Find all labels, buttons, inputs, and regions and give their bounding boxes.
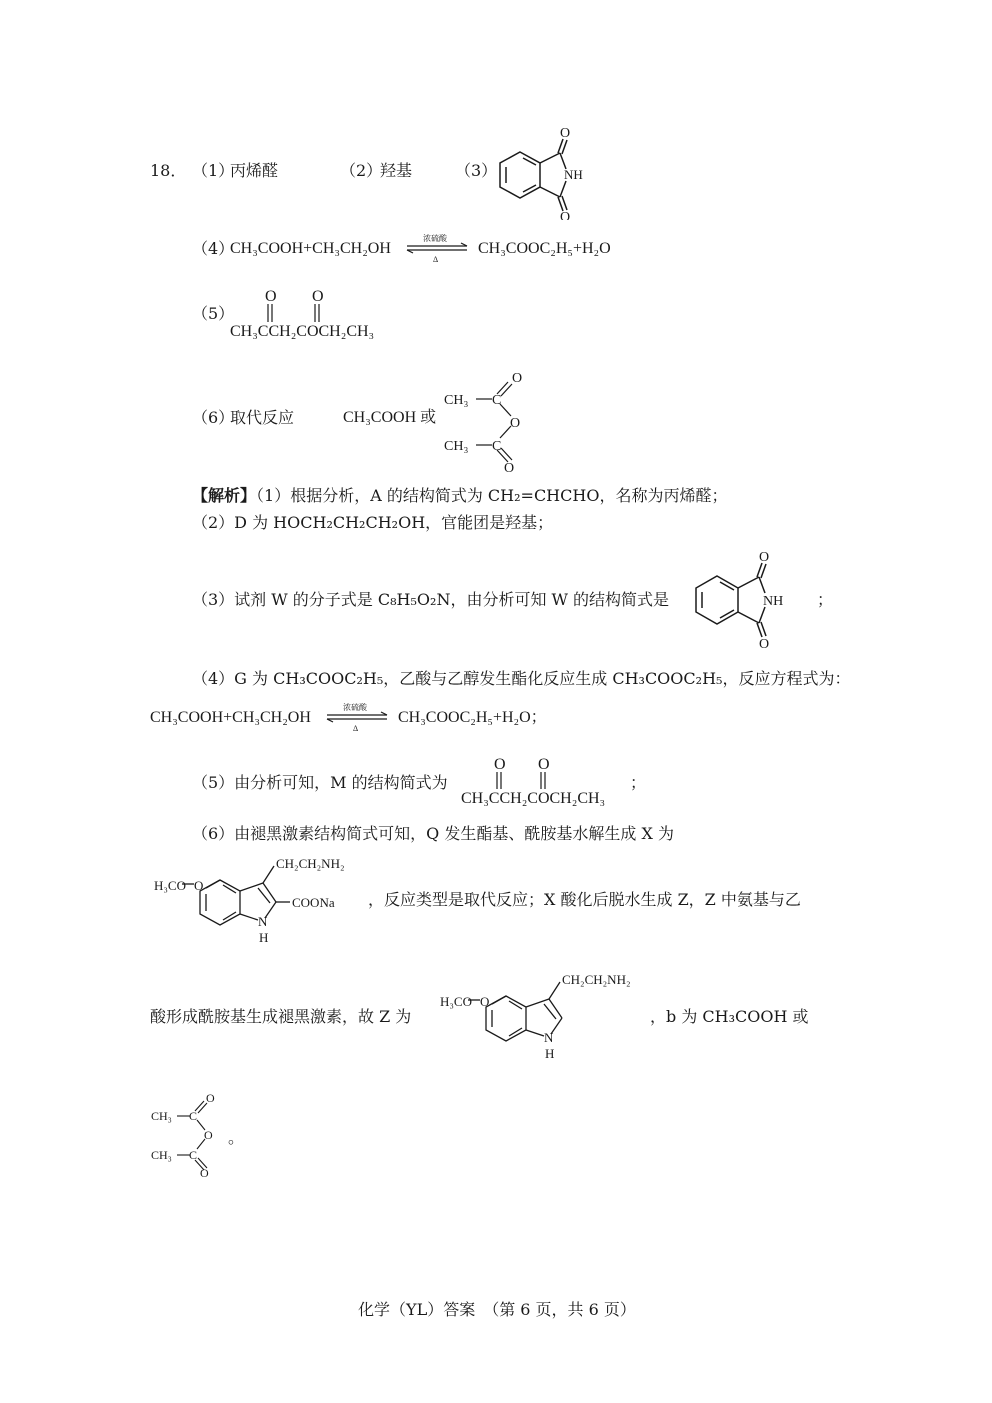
oxo-label: O	[200, 1166, 209, 1180]
oxo-label: O	[504, 461, 515, 476]
analysis-part-3-end: ；	[817, 590, 834, 609]
analysis-part-3: （3）试剂 W 的分子式是 C₈H₅O₂N，由分析可知 W 的结构简式是	[192, 590, 670, 609]
phthalimide-structure	[490, 125, 600, 220]
analysis-part-6d: ，b 为 CH₃COOH 或	[650, 1007, 809, 1026]
ketoester-structure	[228, 284, 418, 346]
bridge-oxygen-label: O	[204, 1128, 213, 1142]
analysis-section	[192, 488, 727, 504]
analysis-part-5: （5）由分析可知，M 的结构简式为	[192, 773, 448, 792]
indole-h-label: H	[545, 1046, 555, 1061]
equation-lhs: CH₃COOH+CH₃CH₂OH	[150, 709, 311, 726]
oxo-label: O	[206, 1091, 215, 1105]
question-number: 18．	[150, 161, 187, 180]
carbonyl-carbon-label: C	[492, 439, 502, 454]
analysis-part-6e: 。	[228, 1128, 245, 1147]
part-2-answer: 羟基	[380, 161, 413, 180]
carboxylate-label: COONa	[292, 895, 335, 910]
ketoester-formula: CH₃CCH₂COCH₂CH₃	[461, 790, 606, 807]
part-6-alternative: CH₃COOH 或	[343, 409, 437, 426]
ketoester-formula: CH₃CCH₂COCH₂CH₃	[230, 323, 375, 340]
oxo-label: O	[512, 371, 523, 386]
phthalimide-structure	[685, 548, 800, 648]
oxo-label: O	[560, 210, 571, 220]
oxo-label: O	[494, 756, 506, 773]
equation-rhs: CH₃COOC₂H₅+H₂O	[478, 240, 611, 257]
methoxy-label: H₃CO	[154, 878, 186, 893]
acetic-anhydride-structure	[150, 1090, 230, 1182]
heat-label: Δ	[353, 724, 359, 733]
oxo-label: O	[560, 126, 571, 141]
reversible-arrow	[325, 701, 389, 733]
bridge-oxygen-label: O	[510, 416, 521, 431]
oxo-label: O	[538, 756, 550, 773]
methyl-label: CH₃	[444, 439, 469, 454]
analysis-part-6: （6）由褪黑激素结构简式可知，Q 发生酯基、酰胺基水解生成 X 为	[192, 824, 674, 843]
catalyst-label: 浓硫酸	[423, 234, 447, 243]
analysis-part-6b: ，反应类型是取代反应；X 酸化后脱水生成 Z，Z 中氨基与乙	[368, 890, 801, 909]
carbonyl-carbon-label: C	[189, 1148, 198, 1162]
methyl-label: CH₃	[444, 393, 469, 408]
catalyst-label: 浓硫酸	[343, 703, 367, 712]
analysis-title: 【解析】	[192, 486, 257, 505]
analysis-part-5-end: ；	[630, 773, 647, 792]
equation-rhs: CH₃COOC₂H₅+H₂O；	[398, 709, 547, 726]
part-1-label: （1）	[192, 161, 235, 180]
part-3-label: （3）	[455, 161, 498, 180]
carbonyl-carbon-label: C	[189, 1109, 198, 1123]
part-5-label: （5）	[192, 304, 235, 323]
carbonyl-carbon-label: C	[492, 393, 502, 408]
ketoester-structure	[458, 752, 638, 812]
oxo-label: O	[312, 288, 324, 305]
aminoethyl-label: CH₂CH₂NH₂	[276, 856, 345, 871]
methyl-label: CH₃	[151, 1109, 172, 1123]
part-6-answer: 取代反应	[230, 408, 295, 427]
part-6-label: （6）	[192, 408, 235, 427]
indole-n-label: N	[544, 1030, 554, 1045]
part-2-label: （2）	[340, 161, 383, 180]
equation-lhs: CH₃COOH+CH₃CH₂OH	[230, 240, 391, 257]
bridge-oxygen-label: O	[480, 994, 490, 1009]
oxo-label: O	[759, 550, 770, 565]
indole-h-label: H	[259, 930, 269, 945]
page-footer: 化学（YL）答案 （第 6 页，共 6 页）	[358, 1300, 636, 1319]
reversible-arrow	[405, 232, 469, 264]
part-4-label: （4）	[192, 239, 235, 258]
methoxy-label: H₃CO	[440, 994, 472, 1009]
part-1-answer: 丙烯醛	[230, 161, 279, 180]
acetic-anhydride-structure	[442, 368, 532, 478]
methyl-label: CH₃	[151, 1148, 172, 1162]
methoxy-tryptamine-structure	[436, 966, 646, 1066]
bridge-oxygen-label: O	[194, 878, 204, 893]
heat-label: Δ	[433, 255, 439, 264]
analysis-part-2: （2）D 为 HOCH₂CH₂CH₂OH，官能团是羟基；	[192, 513, 554, 532]
analysis-part-1: （1）根据分析，A 的结构简式为 CH₂=CHCHO，名称为丙烯醛；	[256, 486, 728, 505]
indole-n-label: N	[258, 914, 268, 929]
oxo-label: O	[265, 288, 277, 305]
analysis-part-6c: 酸形成酰胺基生成褪黑激素，故 Z 为	[150, 1007, 412, 1026]
analysis-part-4: （4）G 为 CH₃COOC₂H₅，乙酸与乙醇发生酯化反应生成 CH₃COOC₂H₅，反应方程式为：	[192, 669, 851, 688]
indole-carboxylate-structure	[150, 850, 360, 950]
nh-label: NH	[564, 167, 583, 182]
aminoethyl-label: CH₂CH₂NH₂	[562, 972, 631, 987]
nh-label: NH	[763, 594, 784, 609]
oxo-label: O	[759, 637, 770, 648]
